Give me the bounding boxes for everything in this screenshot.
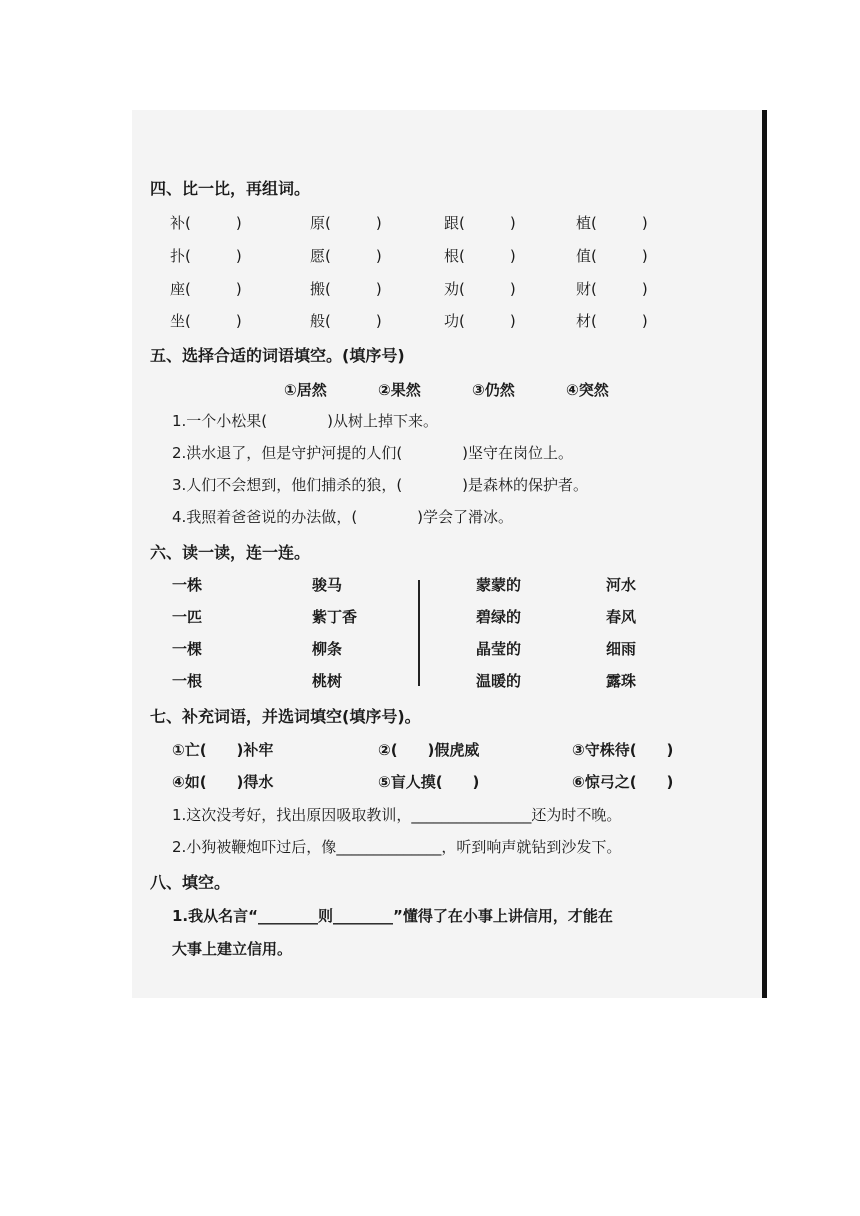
fill-item-continued: 大事上建立信用。: [172, 940, 293, 958]
match-word: 温暖的: [476, 672, 522, 690]
section-6-title: 六、读一读，连一连。: [150, 543, 311, 562]
word-cell: 值( ): [576, 247, 648, 265]
match-word: 紫丁香: [312, 608, 358, 626]
fill-item: 2.小狗被鞭炮吓过后，像______________，听到响声就钻到沙发下。: [172, 838, 622, 856]
fill-item: 1.我从名言“________则________”懂得了在小事上讲信用，才能在: [172, 907, 613, 925]
idiom-item: ⑥惊弓之( ): [572, 773, 674, 791]
word-cell: 坐( ): [170, 312, 242, 330]
option-label: ②果然: [378, 381, 421, 399]
word-cell: 补( ): [170, 214, 242, 232]
fill-item: 2.洪水退了，但是守护河提的人们( )坚守在岗位上。: [172, 444, 574, 462]
section-7-title: 七、补充词语，并选词填空(填序号)。: [150, 707, 421, 726]
section-4-title: 四、比一比，再组词。: [150, 179, 311, 198]
match-word: 一棵: [172, 640, 203, 658]
match-word: 露珠: [606, 672, 637, 690]
fill-item: 4.我照着爸爸说的办法做，( )学会了滑冰。: [172, 508, 514, 526]
match-word: 晶莹的: [476, 640, 522, 658]
word-cell: 根( ): [444, 247, 516, 265]
match-word: 蒙蒙的: [476, 576, 522, 594]
column-divider: [418, 580, 420, 686]
word-cell: 原( ): [310, 214, 382, 232]
match-word: 柳条: [312, 640, 343, 658]
idiom-item: ①亡( )补牢: [172, 741, 274, 759]
word-cell: 财( ): [576, 280, 648, 298]
word-cell: 材( ): [576, 312, 648, 330]
option-label: ①居然: [284, 381, 327, 399]
word-cell: 愿( ): [310, 247, 382, 265]
word-cell: 般( ): [310, 312, 382, 330]
idiom-item: ⑤盲人摸( ): [378, 773, 480, 791]
word-cell: 座( ): [170, 280, 242, 298]
fill-item: 1.一个小松果( )从树上掉下来。: [172, 412, 439, 430]
idiom-item: ④如( )得水: [172, 773, 274, 791]
word-cell: 扑( ): [170, 247, 242, 265]
match-word: 骏马: [312, 576, 343, 594]
word-cell: 跟( ): [444, 214, 516, 232]
section-5-title: 五、选择合适的词语填空。(填序号): [150, 346, 405, 365]
idiom-item: ③守株待( ): [572, 741, 674, 759]
match-word: 桃树: [312, 672, 343, 690]
word-cell: 功( ): [444, 312, 516, 330]
match-word: 一株: [172, 576, 203, 594]
option-label: ④突然: [566, 381, 609, 399]
match-word: 一匹: [172, 608, 203, 626]
section-8-title: 八、填空。: [150, 873, 231, 892]
word-cell: 劝( ): [444, 280, 516, 298]
option-label: ③仍然: [472, 381, 515, 399]
idiom-item: ②( )假虎威: [378, 741, 480, 759]
match-word: 一根: [172, 672, 203, 690]
page-edge-bar: [762, 110, 767, 998]
match-word: 细雨: [606, 640, 637, 658]
word-cell: 植( ): [576, 214, 648, 232]
match-word: 河水: [606, 576, 637, 594]
fill-item: 1.这次没考好，找出原因吸取教训，________________还为时不晚。: [172, 806, 622, 824]
word-cell: 搬( ): [310, 280, 382, 298]
fill-item: 3.人们不会想到，他们捕杀的狼，( )是森林的保护者。: [172, 476, 589, 494]
match-word: 碧绿的: [476, 608, 522, 626]
match-word: 春风: [606, 608, 637, 626]
